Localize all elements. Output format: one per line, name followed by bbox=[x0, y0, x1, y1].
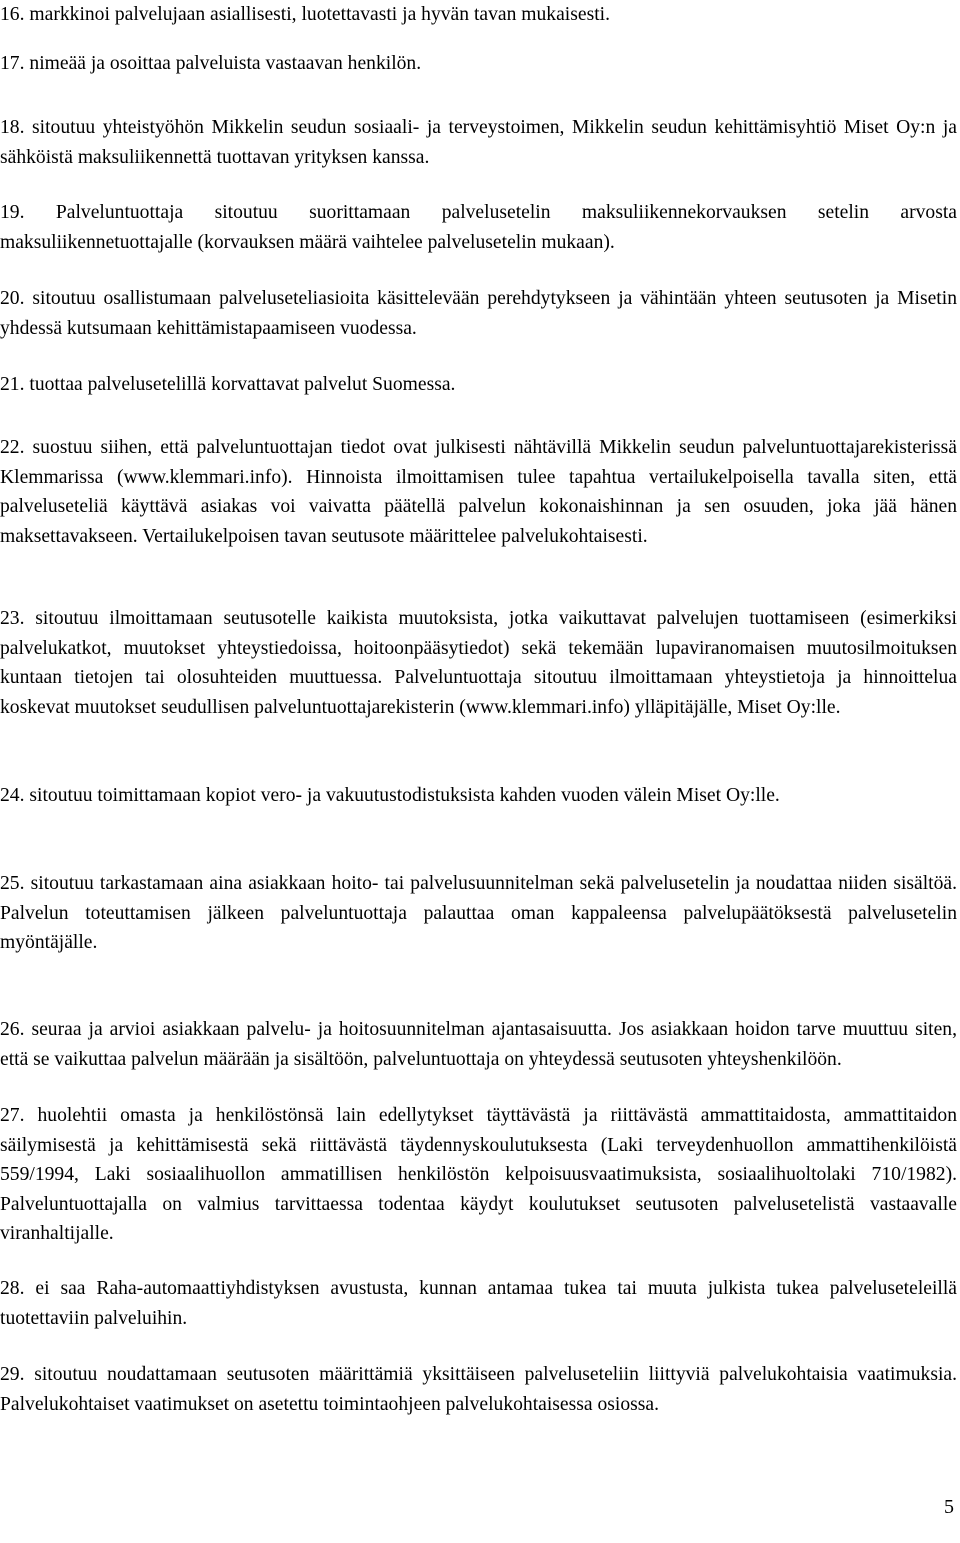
clause-21: 21. tuottaa palvelusetelillä korvattavat palvelut Suomessa. bbox=[0, 374, 456, 395]
clause-29: 29. sitoutuu noudattamaan seutusoten määrittämiä yksittäiseen palveluseteliin liittyviä palvelukohtaisia vaatimuksia. Palvelukohtaiset vaatimukset on asetettu toimintaohjeen palvelukohtaisessa osiossa. bbox=[0, 1364, 957, 1415]
clause-17: 17. nimeää ja osoittaa palveluista vastaavan henkilön. bbox=[0, 53, 422, 74]
clause-20: 20. sitoutuu osallistumaan palveluseteliasioita käsittelevään perehdytykseen ja vähintään yhteen seutusoten ja Misetin yhdessä kutsumaan kehittämistapaamiseen vuodessa. bbox=[0, 288, 957, 339]
clause-23: 23. sitoutuu ilmoittamaan seutusotelle kaikista muutoksista, jotka vaikuttavat palvelujen tuottamiseen (esimerkiksi palvelukatkot, muutokset yhteystiedoissa, hoitoonpääsytiedot) sekä tekemään lupaviranomaisen muutosilmoituksen kuntaan tietojen tai olosuhteiden muuttuessa. Palveluntuottaja sitoutuu ilmoittamaan yhteystietoja ja hinnoittelua koskevat muutokset seudullisen palveluntuottajarekisterin (www.klemmari.info) ylläpitäjälle, Miset Oy:lle. bbox=[0, 608, 957, 718]
clause-28: 28. ei saa Raha-automaattiyhdistyksen avustusta, kunnan antamaa tukea tai muuta julkista tukea palveluseteleillä tuotettaviin palveluihin. bbox=[0, 1278, 957, 1329]
page-number: 5 bbox=[944, 1496, 954, 1518]
clause-18: 18. sitoutuu yhteistyöhön Mikkelin seudun sosiaali- ja terveystoimen, Mikkelin seudun kehittämisyhtiö Miset Oy:n ja sähköistä maksuliikennettä tuottavan yrityksen kanssa. bbox=[0, 117, 957, 168]
clause-19: 19. Palveluntuottaja sitoutuu suorittamaan palvelusetelin maksuliikennekorvauksen setelin arvosta maksuliikennetuottajalle (korvauksen määrä vaihtelee palvelusetelin mukaan). bbox=[0, 202, 957, 253]
clause-16: 16. markkinoi palvelujaan asiallisesti, luotettavasti ja hyvän tavan mukaisesti. bbox=[0, 4, 610, 25]
clause-22: 22. suostuu siihen, että palveluntuottajan tiedot ovat julkisesti nähtävillä Mikkelin seudun palveluntuottajarekisterissä Klemmarissa (www.klemmari.info). Hinnoista ilmoittamisen tulee tapahtua vertailukelpoisella tavalla siten, että palveluseteliä käyttävä asiakas voi vaivatta päätellä palvelun kokonaishinnan ja sen osuuden, joka jää hänen maksettavakseen. Vertailukelpoisen tavan seutusote määrittelee palvelukohtaisesti. bbox=[0, 437, 957, 547]
clause-24: 24. sitoutuu toimittamaan kopiot vero- ja vakuutustodistuksista kahden vuoden välein Miset Oy:lle. bbox=[0, 785, 780, 806]
clause-26: 26. seuraa ja arvioi asiakkaan palvelu- ja hoitosuunnitelman ajantasaisuutta. Jos asiakkaan hoidon tarve muuttuu siten, että se vaikuttaa palvelun määrään ja sisältöön, palveluntuottaja on yhteydessä seutusoten yhteyshenkilöön. bbox=[0, 1019, 957, 1070]
clause-27: 27. huolehtii omasta ja henkilöstönsä lain edellytykset täyttävästä ja riittävästä ammattitaidosta, ammattitaidon säilymisestä ja kehittämisestä sekä riittävästä täydennyskoulutuksesta (Laki terveydenhuollon ammattihenkilöistä 559/1994, Laki sosiaalihuollon ammatillisen henkilöstön kelpoisuusvaatimuksista, sosiaalihuoltolaki 710/1982). Palveluntuottajalla on valmius tarvittaessa todentaa käydyt koulutukset seutusoten palvelusetelistä vastaavalle viranhaltijalle. bbox=[0, 1105, 957, 1245]
clause-25: 25. sitoutuu tarkastamaan aina asiakkaan hoito- tai palvelusuunnitelman sekä palvelusetelin ja noudattaa niiden sisältöä. Palvelun toteuttamisen jälkeen palveluntuottaja palauttaa oman kappaleensa palvelupäätöksestä palvelusetelin myöntäjälle. bbox=[0, 873, 957, 954]
